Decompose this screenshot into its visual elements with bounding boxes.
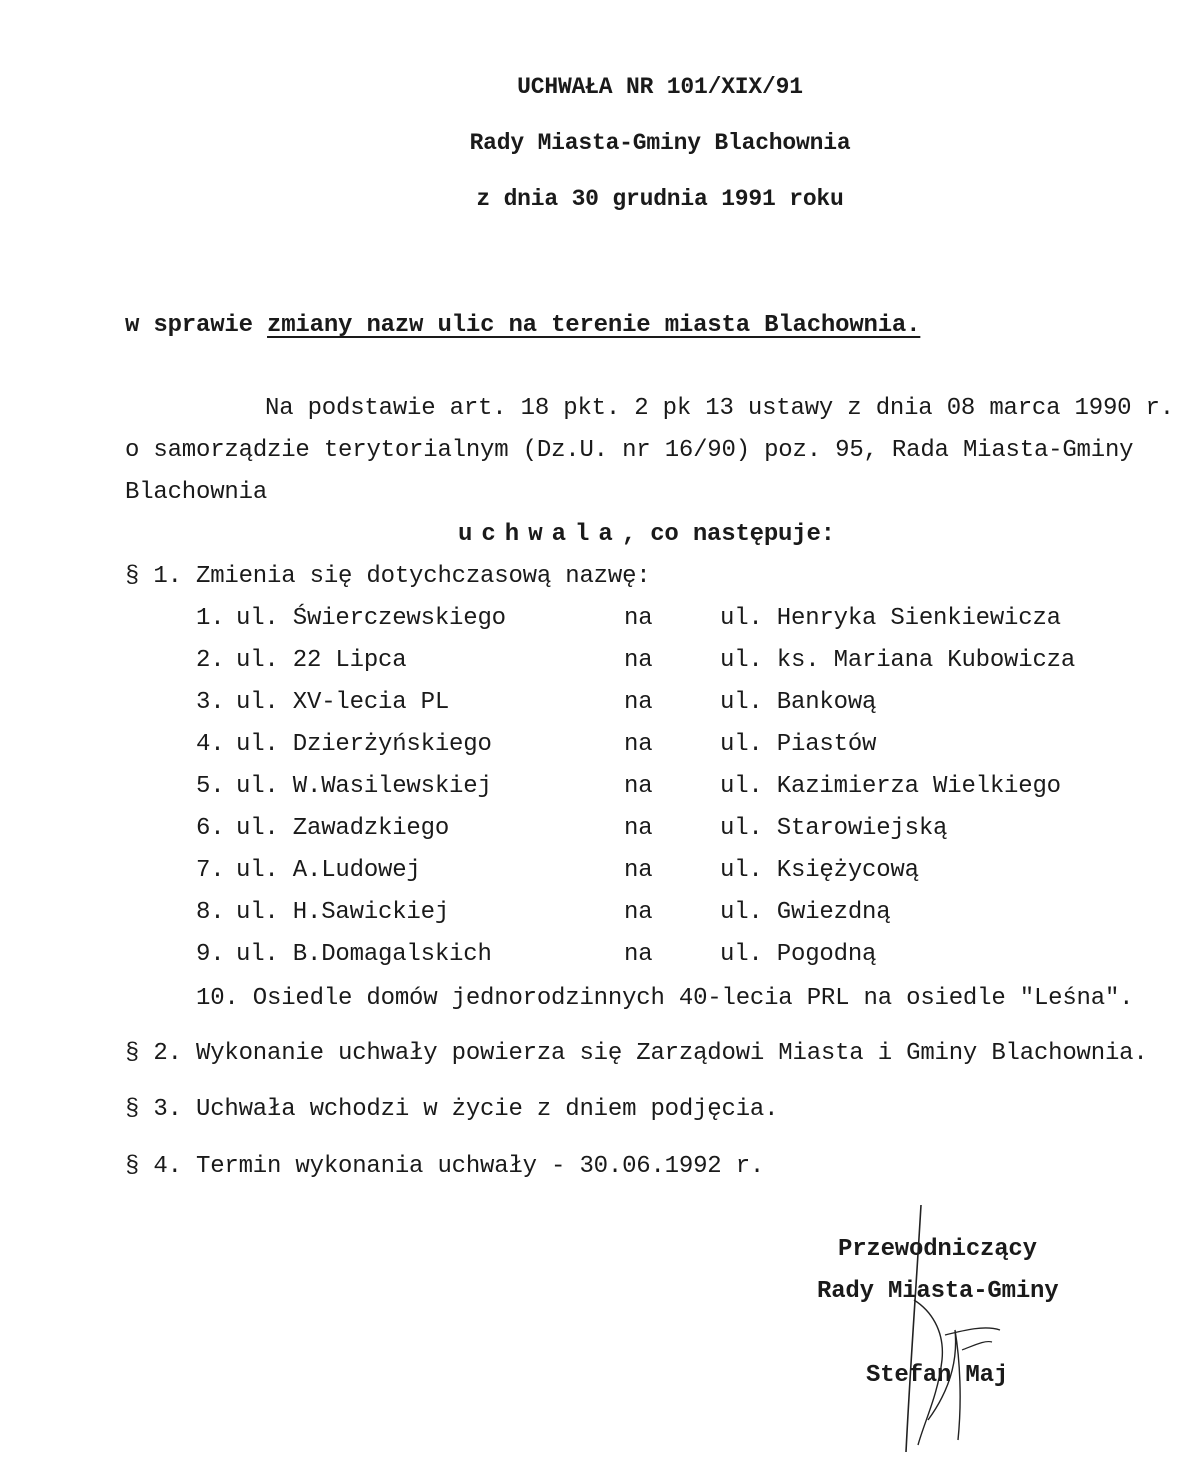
rename-old-street: ul. Dzierżyńskiego: [236, 731, 492, 758]
rename-item-number: 2.: [196, 647, 225, 674]
rename-connector: na: [624, 815, 653, 842]
section-2-text: Wykonanie uchwały powierza się Zarządowi Miasta i Gminy Blachownia.: [196, 1040, 1148, 1067]
rename-new-street: ul. Gwiezdną: [720, 899, 891, 926]
rename-item-number: 1.: [196, 605, 225, 632]
rename-item-number: 9.: [196, 941, 225, 968]
preamble-line-2: o samorządzie terytorialnym (Dz.U. nr 16/90) poz. 95, Rada Miasta-Gminy: [125, 437, 1134, 464]
section-3-mark: § 3.: [125, 1096, 182, 1123]
resolves-word: uchwala: [458, 521, 622, 548]
preamble-line-3: Blachownia: [125, 479, 268, 506]
signature-role-2: Rady Miasta-Gminy: [817, 1278, 1059, 1305]
section-4-text: Termin wykonania uchwały - 30.06.1992 r.: [196, 1153, 765, 1180]
rename-old-street: ul. XV-lecia PL: [236, 689, 450, 716]
rename-connector: na: [624, 899, 653, 926]
rename-item-number: 8.: [196, 899, 225, 926]
rename-connector: na: [624, 773, 653, 800]
signatory-name: Stefan Maj: [866, 1362, 1009, 1389]
rename-old-street: ul. Zawadzkiego: [236, 815, 450, 842]
preamble-line-1: Na podstawie art. 18 pkt. 2 pk 13 ustawy z dnia 08 marca 1990 r.: [265, 395, 1174, 422]
rename-old-street: ul. 22 Lipca: [236, 647, 407, 674]
rename-item-number: 4.: [196, 731, 225, 758]
rename-new-street: ul. Starowiejską: [720, 815, 948, 842]
resolves-line: [458, 520, 835, 550]
section-1-mark: § 1.: [125, 563, 182, 590]
rename-connector: na: [624, 605, 653, 632]
rename-connector: na: [624, 731, 653, 758]
rename-new-street: ul. Kazimierza Wielkiego: [720, 773, 1061, 800]
rename-new-street: ul. Pogodną: [720, 941, 877, 968]
rename-new-street: ul. Księżycową: [720, 857, 919, 884]
rename-old-street: ul. H.Sawickiej: [236, 899, 450, 926]
rename-item-number: 3.: [196, 689, 225, 716]
rename-new-street: ul. Piastów: [720, 731, 877, 758]
section-3-text: Uchwała wchodzi w życie z dniem podjęcia.: [196, 1096, 779, 1123]
section-2-mark: § 2.: [125, 1040, 182, 1067]
resolution-date: z dnia 30 grudnia 1991 roku: [476, 186, 844, 212]
section-1-text: Zmienia się dotychczasową nazwę:: [196, 563, 651, 590]
rename-new-street: ul. Henryka Sienkiewicza: [720, 605, 1061, 632]
rename-connector: na: [624, 941, 653, 968]
rename-connector: na: [624, 647, 653, 674]
subject-text: zmiany nazw ulic na terenie miasta Blachownia.: [267, 312, 921, 339]
rename-new-street: ul. ks. Mariana Kubowicza: [720, 647, 1076, 674]
rename-connector: na: [624, 689, 653, 716]
rename-item-number: 5.: [196, 773, 225, 800]
resolves-rest: , co następuje:: [621, 521, 835, 548]
rename-item-number: 7.: [196, 857, 225, 884]
rename-item-10: 10. Osiedle domów jednorodzinnych 40-lecia PRL na osiedle "Leśna".: [196, 985, 1134, 1012]
rename-old-street: ul. Świerczewskiego: [236, 605, 506, 632]
rename-old-street: ul. B.Domagalskich: [236, 941, 492, 968]
rename-new-street: ul. Bankową: [720, 689, 877, 716]
rename-old-street: ul. W.Wasilewskiej: [236, 773, 492, 800]
rename-item-number: 6.: [196, 815, 225, 842]
council-name: Rady Miasta-Gminy Blachownia: [469, 130, 851, 156]
signature-role-1: Przewodniczący: [838, 1236, 1037, 1263]
resolution-title: UCHWAŁA NR 101/XIX/91: [517, 74, 803, 100]
rename-old-street: ul. A.Ludowej: [236, 857, 421, 884]
subject-prefix: w sprawie: [125, 312, 253, 339]
section-4-mark: § 4.: [125, 1153, 182, 1180]
subject-line: [125, 311, 920, 341]
rename-connector: na: [624, 857, 653, 884]
